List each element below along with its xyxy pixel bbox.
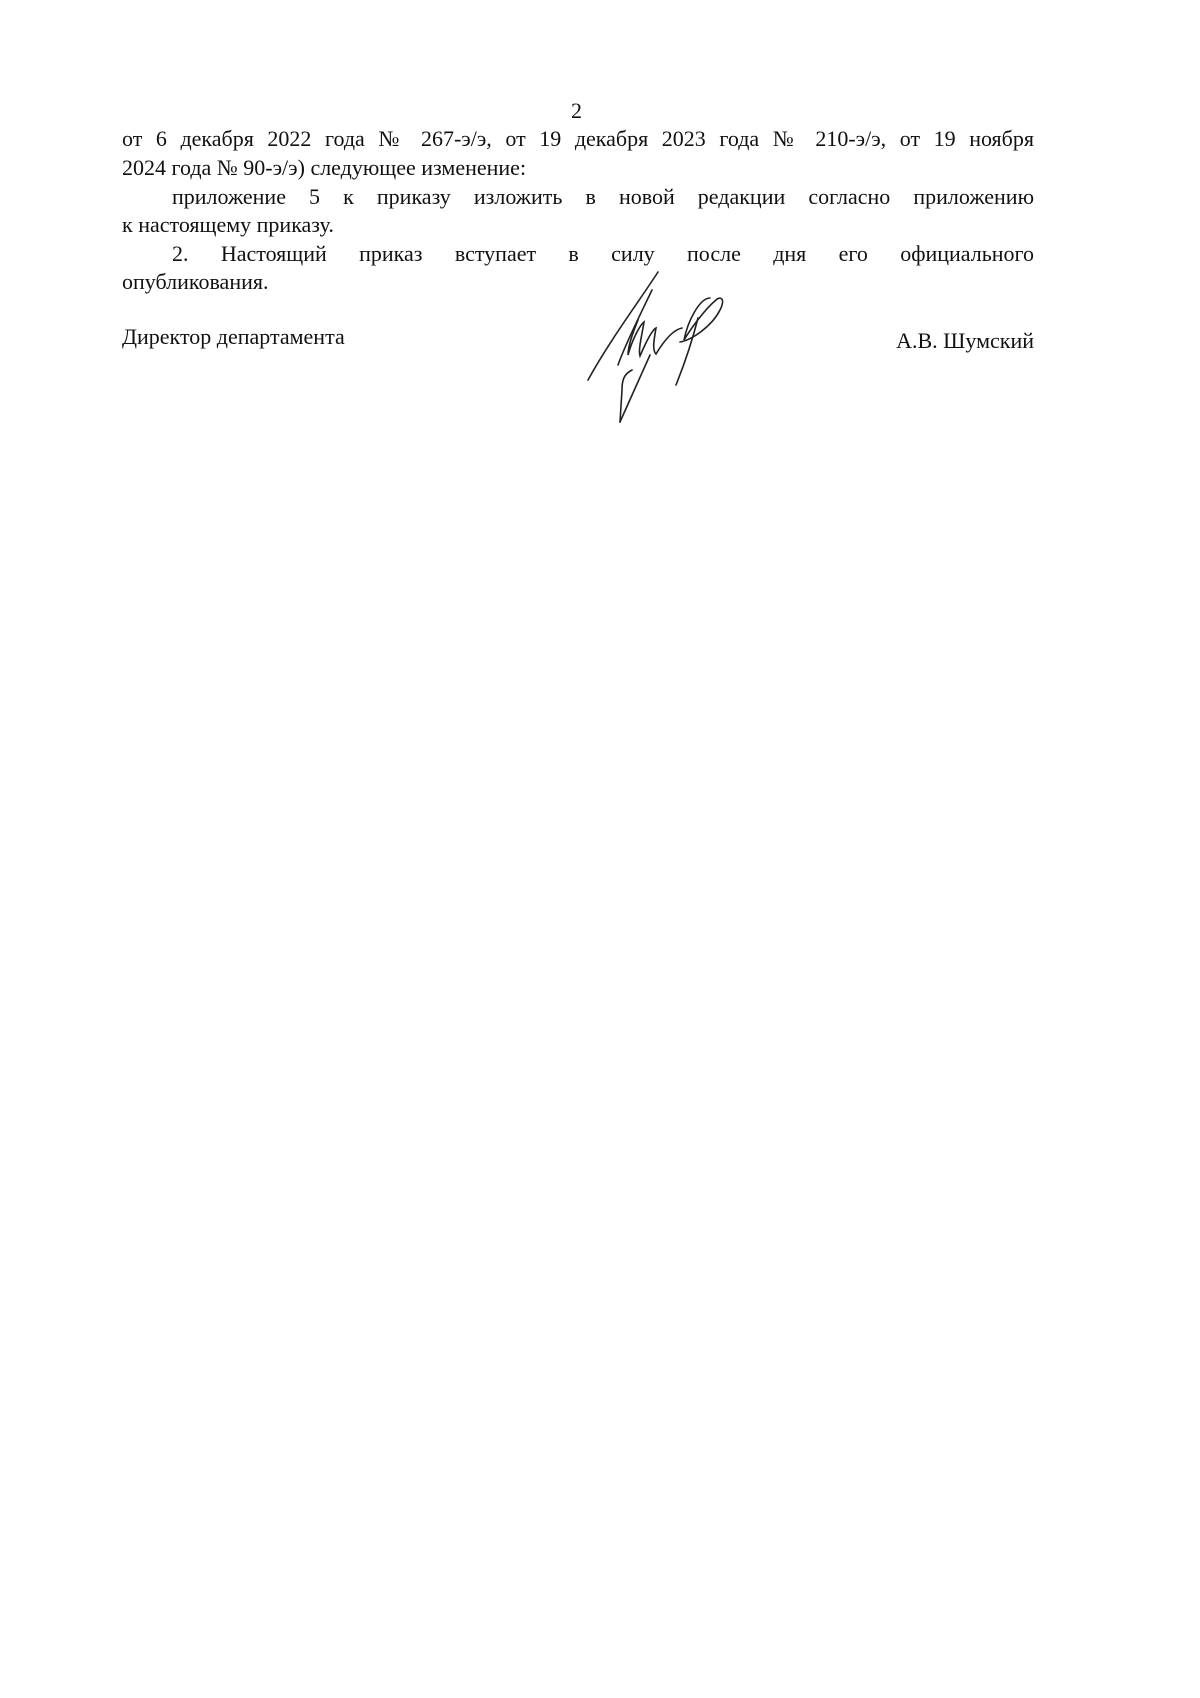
handwritten-signature-icon bbox=[580, 270, 750, 430]
paragraph-1-line-2: 2024 года № 90-э/э) следующее изменение: bbox=[122, 155, 527, 180]
paragraph-1-line-1: от 6 декабря 2022 года № 267-э/э, от 19 декабря 2023 года № 210-э/э, от 19 ноября bbox=[122, 126, 1034, 151]
paragraph-3-line-1: 2. Настоящий приказ вступает в силу после дня его официального bbox=[172, 241, 1034, 266]
paragraph-2-line-2: к настоящему приказу. bbox=[122, 212, 334, 237]
page-number: 2 bbox=[571, 98, 582, 123]
signatory-title: Директор департамента bbox=[122, 324, 345, 349]
paragraph-3-line-2: опубликования. bbox=[122, 269, 269, 294]
paragraph-2-line-1: приложение 5 к приказу изложить в новой редакции согласно приложению bbox=[172, 184, 1034, 209]
signatory-name: А.В. Шумский bbox=[896, 328, 1034, 353]
